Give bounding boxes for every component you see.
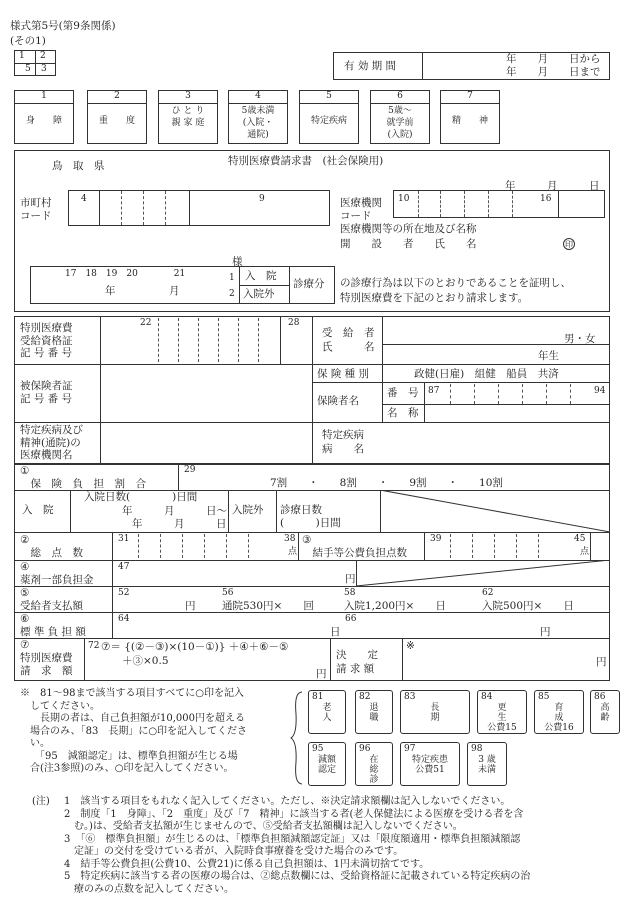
note-item: 2 制度「1 身障」、「2 重度」及び「7 精神」に該当する者(老人保健法による医療を受ける者を含 む。)は、受給者支払額が生じませんので、⑤受給者支払額欄は記入しないでください。	[64, 808, 524, 832]
category-box-6[interactable]	[370, 90, 430, 144]
option-label: 減額 認定	[317, 755, 336, 775]
option-number: 83	[404, 692, 416, 702]
option-number: 86	[594, 692, 606, 702]
category-label: 特定疾病	[310, 116, 347, 126]
category-number: 7	[467, 91, 473, 101]
category-label: 5歳未満 (入院・ 通院)	[241, 106, 275, 140]
outpatient-option[interactable]: 入院外	[243, 288, 275, 300]
category-box-2[interactable]	[87, 90, 147, 144]
option-label: 退 職	[369, 703, 379, 723]
inpatient-option[interactable]: 入 院	[245, 270, 277, 282]
option-label: 更 生 公費15	[487, 703, 517, 733]
diagonal-strike	[380, 490, 610, 534]
option-number: 85	[538, 692, 550, 702]
claim-formula: ⑦＝ {(②－③)×(10－①)} ＋④＋⑥－⑤ ＋③×0.5	[101, 641, 289, 667]
note-item: 4 結手等公費負担(公費10、公費21)に係る自己負担額は、1円未満切捨てです。	[64, 858, 430, 870]
option-number: 82	[359, 692, 371, 702]
option-box-81[interactable]	[308, 690, 346, 734]
instructions: ※ 81～98まで該当する項目すべてに○印を記入 してください。 長期の者は、自己負担額が10,000円を超える 場合のみ、「83 長期」に○印を記入してくださ い。 「95 減額認定」は、標準負担額が生じる場 合(注3参照)のみ、○印を記入してください。	[20, 688, 248, 774]
option-number: 96	[359, 744, 371, 754]
category-number: 4	[255, 91, 261, 101]
category-box-1[interactable]	[14, 90, 74, 144]
option-box-83[interactable]	[400, 690, 470, 734]
option-box-86[interactable]	[590, 690, 620, 734]
option-box-82[interactable]	[355, 690, 393, 734]
seal-mark: 印	[565, 240, 573, 249]
insurance-type-options[interactable]: 政健(日雇) 組健 船員 共済	[414, 368, 559, 380]
founder-name-label: 開 設 者 氏 名	[340, 238, 477, 250]
category-box-3[interactable]	[158, 90, 218, 144]
option-box-97[interactable]	[400, 742, 460, 786]
validity-period: 有 効 期 間 年 月 日から 年 月 日まで	[333, 52, 610, 80]
category-label: 5歳～ 就学前 (入院)	[386, 106, 414, 140]
option-label: 育 成 公費16	[544, 703, 574, 733]
city-code-field[interactable]: 4 9	[68, 190, 330, 226]
option-label: 特定疾患 公費51	[411, 755, 448, 775]
option-number: 95	[312, 744, 324, 754]
treatment-month-box: 17 18 19 20 21 年 月 1 2 入 院 入院外 診療分	[30, 266, 335, 304]
option-label: 長 期	[430, 703, 440, 723]
recipient-name-label: 受 給 者 氏 名	[322, 327, 375, 353]
category-number: 1	[41, 91, 47, 101]
category-label: 身 障	[25, 116, 62, 126]
category-number: 2	[114, 91, 120, 101]
prefecture: 鳥 取 県	[52, 160, 105, 172]
option-label: 高 齢	[600, 703, 610, 723]
category-box-4[interactable]	[228, 90, 288, 144]
note-item: 3 「⑥ 標準負担額」が生じるのは、「標準負担額減額認定証」又は「限度額適用・標準負担額減額認 定証」の交付を受けている者が、入院時食事療養を受けた場合のみです。	[64, 833, 521, 857]
note-item: 5 特定疾病に該当する者の医療の場合は、②総点数欄には、受給資格証に記載されている特定疾病の治 療のみの点数を記入してください。	[64, 871, 531, 895]
option-box-85[interactable]	[534, 690, 584, 734]
category-number: 6	[397, 91, 403, 101]
inst-code-label: 医療機関 コード	[340, 197, 382, 222]
option-number: 84	[481, 692, 493, 702]
form-part: (その1)	[10, 35, 46, 47]
option-box-84[interactable]	[477, 690, 527, 734]
note-item: 1 該当する項目をもれなく記入してください。ただし、※決定請求額欄は記入しないでください。	[64, 796, 511, 807]
certification-text: の診療行為は以下のとおりであることを証明し、 特別医療費を下記のとおり請求します。	[340, 277, 571, 304]
category-box-7[interactable]	[440, 90, 500, 144]
category-number: 5	[326, 91, 332, 101]
option-box-96[interactable]	[355, 742, 393, 786]
city-code-label: 市町村 コード	[20, 197, 52, 222]
category-label: 精 神	[451, 116, 488, 126]
category-label: 重 度	[98, 116, 135, 126]
page-grid: 1 2 5 3	[14, 50, 56, 76]
burden-rate-options[interactable]: 7割 ・ 8割 ・ 9割 ・ 10割	[270, 477, 503, 489]
option-box-95[interactable]	[308, 742, 346, 786]
category-label: ひ と り 親 家 庭	[171, 106, 205, 128]
form-number: 様式第5号(第9条関係)	[10, 20, 116, 32]
inst-code-field[interactable]: 10 16	[393, 190, 605, 218]
category-box-5[interactable]	[299, 90, 359, 144]
diagonal-strike-2	[356, 560, 610, 588]
option-box-98[interactable]	[467, 742, 507, 786]
option-label: 在 総 診	[369, 755, 379, 785]
option-number: 97	[404, 744, 416, 754]
option-number: 81	[312, 692, 324, 702]
validity-label: 有 効 期 間	[344, 60, 397, 72]
category-number: 3	[185, 91, 191, 101]
gender-select[interactable]: 男・女	[564, 333, 596, 345]
form-title: 特別医療費請求書 (社会保険用)	[228, 155, 384, 167]
option-number: 98	[471, 744, 483, 754]
option-label: 3 歳 未満	[477, 755, 496, 775]
brace	[290, 690, 304, 786]
option-label: 老 人	[322, 703, 332, 723]
